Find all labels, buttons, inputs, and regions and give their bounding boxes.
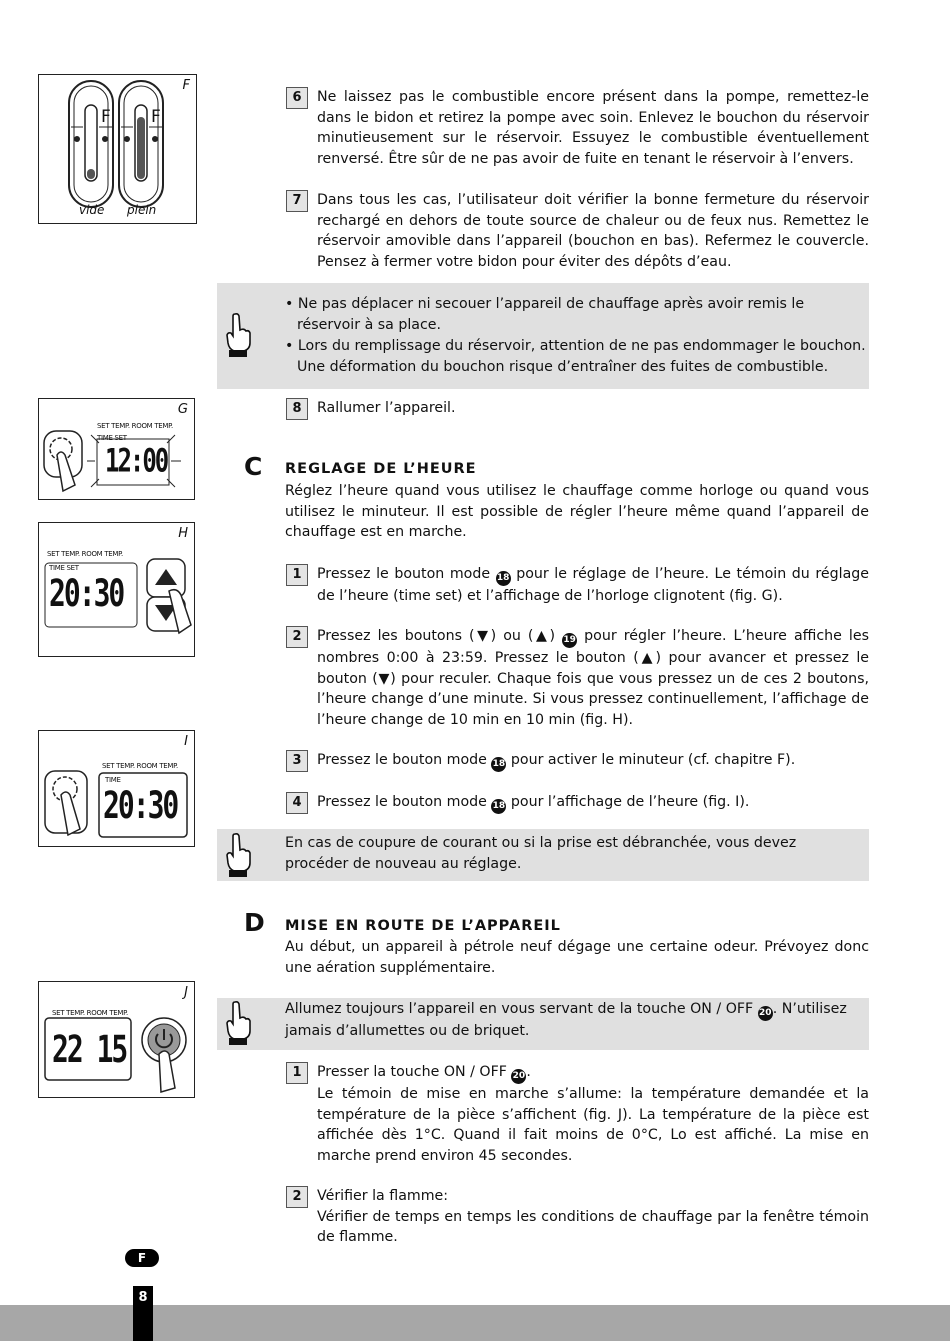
step-text-part: pour l’affichage de l’heure (fig. I). [506,794,750,810]
gauge-letter-left: F [101,107,111,127]
step-text-part: pour activer le minuteur (cf. chapitre F). [506,752,796,768]
step-text-part: Vérifier de temps en temps les conditions de chauffage par la fenêtre témoin de flamme. [317,1208,869,1246]
section-intro: Au début, un appareil à pétrole neuf dégage une certaine odeur. Prévoyez donc une aération supplémentaire. [285,939,869,976]
step-number: 2 [286,626,308,648]
figure-label: J [184,985,188,1000]
note-text [285,999,869,1042]
pointing-hand-icon [224,832,252,878]
step-number: 2 [286,1186,308,1208]
callout-number: 18 [491,757,506,772]
step-number: 8 [286,398,308,420]
step-number: 7 [286,190,308,212]
step-text-part: Vérifier la flamme: [317,1188,449,1204]
clock-display: 12:00 [105,442,168,480]
fuel-gauge-illustration [39,75,196,223]
step-text-part: Le témoin de mise en marche s’allume: la température demandée et la température de la pièce s’affichent (fig. J). La température de la pièce est affichée dès 1°C. Quand il fait moins de 0°C, Lo est affiché. La mise en marche prend environ 45 secondes. [317,1086,869,1165]
display-header: SET TEMP. ROOM TEMP. [102,762,178,770]
caption-empty: vide [79,203,105,217]
step-text: Dans tous les cas, l’utilisateur doit vérifier la bonne fermeture du réservoir rechargé en dehors de toute source de chaleur ou de feux nus. Remettez le réservoir amovible dans l’appareil (bouchon en bas). Refermez le couvercle. Pensez à fermer votre bidon pour éviter des dépôts d’eau. [317,192,869,271]
pointing-hand-icon [224,312,252,358]
step-number: 1 [286,564,308,586]
figure-label: H [178,526,188,541]
note-text-part: Allumez toujours l’appareil en vous servant de la touche ON / OFF [285,1001,758,1017]
callout-number: 20 [511,1069,526,1084]
note-text-part: . N’utilisez jamais d’allumettes ou de briquet. [285,1001,847,1039]
figure-g [38,398,195,500]
step-text [317,750,869,772]
step-text [317,1186,869,1248]
step-text-part: Presser la touche ON / OFF [317,1064,512,1080]
display-header: SET TEMP. ROOM TEMP. [52,1009,128,1017]
step-text: Rallumer l’appareil. [317,400,456,416]
step-text-part: Pressez les boutons (▼) ou (▲) [317,628,563,644]
figure-label: G [177,402,188,417]
figure-h [38,522,195,657]
figure-f [38,74,197,224]
temperature-display: 22 15 [52,1027,127,1072]
step-text [317,792,869,814]
section-title: MISE EN ROUTE DE L’APPAREIL [285,918,561,934]
pointing-hand-icon [224,1000,252,1046]
section-intro: Réglez l’heure quand vous utilisez le chauffage comme horloge ou quand vous utilisez le minuteur. Il est possible de régler l’heure même quand l’appareil de chauffage est en marche. [285,483,869,541]
section-title: REGLAGE DE L’HEURE [285,461,477,477]
display-mode: TIME SET [97,434,127,442]
note-text: En cas de coupure de courant ou si la prise est débranchée, vous devez procéder de nouveau au réglage. [285,835,797,872]
callout-number: 18 [496,571,511,586]
step-text-part: pour régler l’heure. L’heure affiche les nombres 0:00 à 23:59. Pressez le bouton (▲) pour avancer et pressez le bouton (▼) pour reculer. Chaque fois que vous pressez un de ces 2 boutons, l’heure change d’une minute. Si vous pressez continuellement, l’affichage de l’heure change de 10 min en 10 min (fig. H). [317,628,869,729]
caption-full: plein [127,203,157,217]
step-text [317,1062,869,1167]
callout-number: 18 [491,799,506,814]
note-bullet: • Lors du remplissage du réservoir, attention de ne pas endommager le bouchon. Une déformation du bouchon risque d’entraîner des fuites de combustible. [285,338,866,375]
page-number: 8 [133,1286,153,1341]
step-number: 4 [286,792,308,814]
step-number: 1 [286,1062,308,1084]
callout-number: 20 [758,1006,773,1021]
display-header: SET TEMP. ROOM TEMP. [97,422,173,430]
step-text-part: Pressez le bouton mode [317,566,496,582]
step-text [317,564,869,607]
display-mode: TIME [105,776,121,784]
figure-i [38,730,195,847]
clock-display: 20:30 [103,783,178,828]
step-text-part: pour le réglage de l’heure. Le témoin du réglage de l’heure (time set) et l’affichage de l’horloge clignotent (fig. G). [317,566,869,604]
language-badge: F [125,1249,159,1267]
display-header: SET TEMP. ROOM TEMP. [47,550,123,558]
callout-number: 19 [562,633,577,648]
note-bullet: • Ne pas déplacer ni secouer l’appareil de chauffage après avoir remis le réservoir à sa place. [285,296,805,333]
step-text-part: Pressez le bouton mode [317,752,492,768]
section-letter: C [244,452,263,481]
step-text [317,626,869,731]
figure-label: F [182,78,190,93]
step-text-part: . [526,1064,531,1080]
step-text: Ne laissez pas le combustible encore présent dans la pompe, remettez-le dans le bidon et retirez la pompe avec soin. Enlevez le bouchon du réservoir minutieusement sur le réservoir. Essuyez le combustible éventuellement renversé. Être sûr de ne pas avoir de fuite en tenant le réservoir à l’envers. [317,89,869,168]
clock-display: 20:30 [49,571,124,616]
step-text-part: Pressez le bouton mode [317,794,492,810]
step-number: 3 [286,750,308,772]
display-mode: TIME SET [49,564,79,572]
figure-j [38,981,195,1098]
gauge-letter-right: F [151,107,161,127]
section-letter: D [244,908,265,937]
figure-label: I [184,734,188,749]
step-number: 6 [286,87,308,109]
